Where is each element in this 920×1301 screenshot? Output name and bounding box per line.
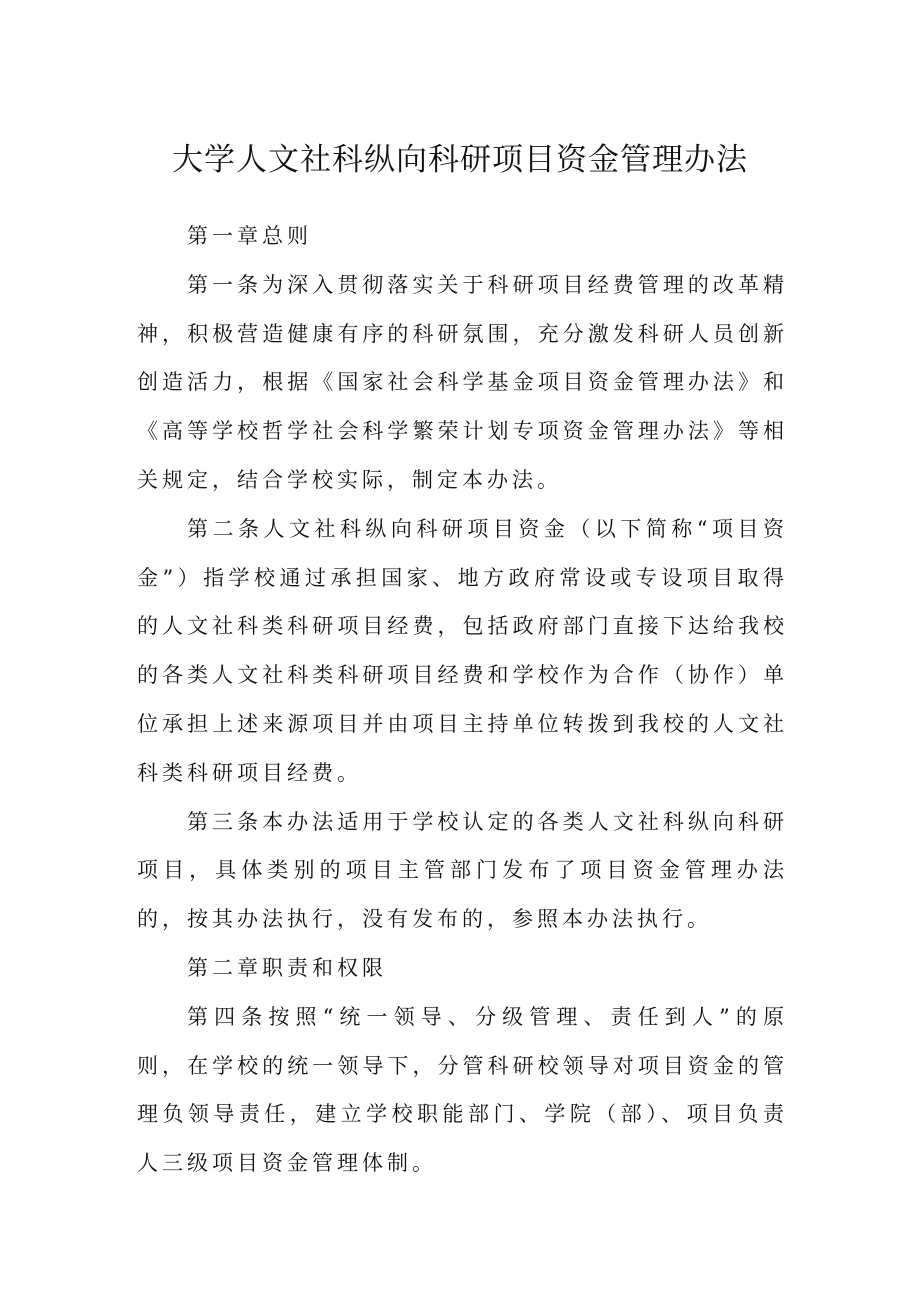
article-paragraph: 第三条本办法适用于学校认定的各类人文社科纵向科研项目，具体类别的项目主管部门发布了项目资金管理办法的，按其办法执行，没有发布的，参照本办法执行。	[137, 809, 788, 932]
article-paragraph: 第一条为深入贯彻落实关于科研项目经费管理的改革精神，积极营造健康有序的科研氛围，充分激发科研人员创新创造活力，根据《国家社会科学基金项目资金管理办法》和《高等学校哲学社会科学繁荣计划专项资金管理办法》等相关规定，结合学校实际，制定本办法。	[137, 272, 788, 492]
article-paragraph: 第二条人文社科纵向科研项目资金（以下简称“项目资金”）指学校通过承担国家、地方政府常设或专设项目取得的人文社科类科研项目经费，包括政府部门直接下达给我校的各类人文社科类科研项目经费和学校作为合作（协作）单位承担上述来源项目并由项目主持单位转拨到我校的人文社科类科研项目经费。	[137, 516, 788, 785]
chapter-heading: 第二章职责和权限	[187, 955, 387, 980]
chapter-heading: 第一章总则	[187, 224, 312, 248]
document-body	[137, 212, 788, 1188]
document-title: 大学人文社科纵向科研项目资金管理办法	[172, 142, 748, 178]
article-paragraph: 第四条按照“统一领导、分级管理、责任到人”的原则，在学校的统一领导下，分管科研校领导对项目资金的管理负领导责任，建立学校职能部门、学院（部）、项目负责人三级项目资金管理体制。	[137, 1004, 788, 1176]
